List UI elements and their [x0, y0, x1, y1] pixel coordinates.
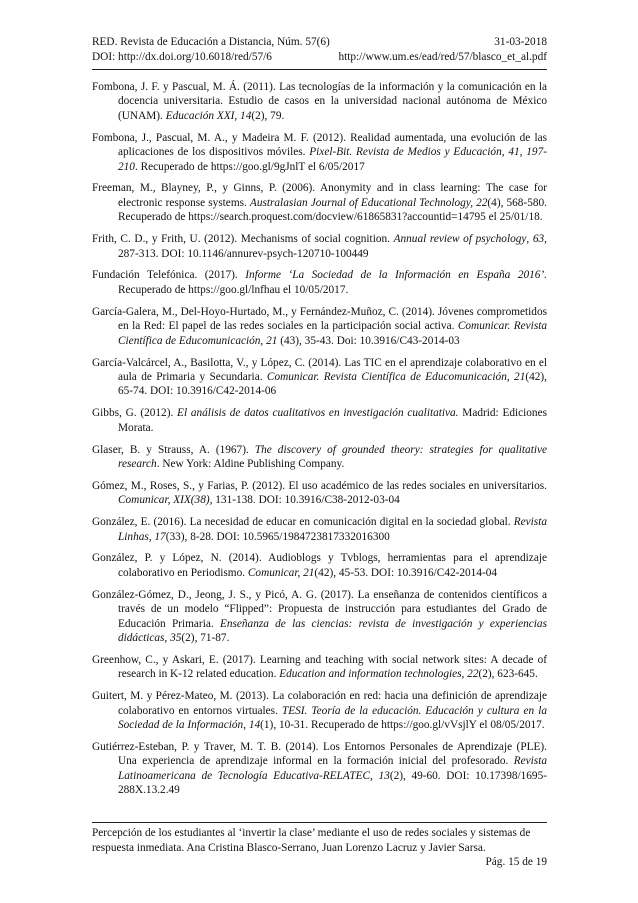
reference-text-part: Frith, C. D., y Frith, U. (2012). Mechanisms of social cognition. [92, 233, 394, 246]
reference-entry [92, 479, 547, 508]
reference-italic-part: El análisis de datos cualitativos en investigación cualitativa. [177, 407, 459, 420]
reference-entry [92, 181, 547, 224]
reference-entry [92, 653, 547, 682]
reference-text-part: Fombona, J., Pascual, M. A., y Madeira M. F. (2012). Realidad aumentada, una evolución de las aplicaciones de los dispositivos móviles. [92, 131, 547, 159]
article-url: http://www.um.es/ead/red/57/blasco_et_al.pdf [338, 51, 547, 63]
reference-entry [92, 406, 547, 435]
reference-entry [92, 305, 547, 348]
header-row-2 [92, 50, 547, 65]
reference-entry [92, 131, 547, 174]
reference-text-part: García-Valcárcel, A., Basilotta, V., y López, C. (2014). Las TIC en el aprendizaje colaborativo en el aula de Primaria y Secundaria. [92, 356, 547, 383]
page-number: Pág. 15 de 19 [485, 856, 547, 869]
reference-text-part: González, P. y López, N. (2014). Audioblogs y Tvblogs, herramientas para el aprendizaje colaborativo en Periodismo. [92, 552, 547, 579]
journal-title: RED. Revista de Educación a Distancia, Núm. 57(6) [92, 36, 330, 48]
reference-text-part: González, E. (2016). La necesidad de educar en comunicación digital en la sociedad global. [92, 516, 514, 529]
reference-text-part: (43), 35-43. Doi: 10.3916/C43-2014-03 [277, 334, 460, 347]
reference-italic-part: The discovery of grounded theory: strategies for qualitative research [118, 443, 548, 470]
header-row-1 [92, 35, 547, 50]
reference-text-part: González-Gómez, D., Jeong, J. S., y Picó, A. G. (2017). La enseñanza de contenidos científicos a través de un modelo “Flipped”: Propuesta de instrucción para estudiantes del Grado de Educación Primaria. [92, 588, 547, 630]
reference-entry [92, 80, 547, 123]
reference-italic-part: 14 [248, 719, 261, 732]
footer-citation: Percepción de los estudiantes al ‘invertir la clase’ mediante el uso de redes sociales y sistemas de respuesta inmediata. Ana Cristina Blasco-Serrano, Juan Lorenzo Lacruz y Javier Sarsa. [92, 827, 531, 854]
reference-text-part: (4), 568-580. Recuperado de https://search.proquest.com/docview/61865831?accountid=14795 el 25/01/18. [118, 196, 547, 224]
reference-italic-part: Pixel-Bit. Revista de Medios y Educación, 41, 197-210 [118, 146, 547, 173]
reference-text-part: (42), 65-74. DOI: 10.3916/C42-2014-06 [118, 370, 547, 398]
reference-italic-part: TESI. Teoría de la educación. Educación y cultura en la Sociedad de la Información [118, 704, 547, 732]
page-footer [92, 826, 547, 870]
reference-text-part: Recuperado de https://goo.gl/lnfhau el 10/05/2017. [118, 283, 349, 296]
reference-text-part: Gibbs, G. (2012). [92, 407, 178, 420]
reference-entry [92, 268, 547, 297]
reference-text-part: (2), 79. [251, 109, 285, 122]
reference-entry [92, 356, 547, 399]
header-divider [92, 69, 547, 70]
reference-text-part: . Recuperado de https://goo.gl/9gJnlT el 6/05/2017 [134, 160, 365, 173]
footer-divider [92, 822, 547, 823]
reference-italic-part: Comunicar. Revista Científica de Educomunicación, 21 [266, 370, 526, 383]
reference-entry [92, 588, 547, 646]
reference-italic-part: Comunicar, 21 [247, 566, 315, 579]
reference-italic-part: 13 [378, 769, 390, 782]
reference-text-part: , [243, 719, 249, 732]
reference-text-part: Guitert, M. y Pérez-Mateo, M. (2013). La colaboración en red: hacia una definición de aprendizaje colaborativo en entornos virtuales. [92, 690, 547, 717]
reference-text-part: (42), 45-53. DOI: 10.3916/C42-2014-04 [314, 566, 498, 579]
reference-italic-part: Revista Linhas, 17 [118, 516, 547, 543]
reference-text-part: García-Galera, M., Del-Hoyo-Hurtado, M., y Fernández-Muñoz, C. (2014). Jóvenes comprometidos en la Red: El papel de las redes sociales en la participación social activa. [92, 305, 547, 333]
reference-italic-part: 63 [532, 233, 545, 246]
reference-italic-part: Comunicar. Revista Científica de Educomunicación, 21 [118, 320, 547, 347]
reference-italic-part: Education and information technologies, 22 [279, 668, 479, 681]
reference-italic-part: Educación XXI, 14 [165, 109, 252, 122]
reference-entry [92, 515, 547, 544]
reference-text-part: Freeman, M., Blayney, P., y Ginns, P. (2006). Anonymity and in class learning: The case for electronic response systems. [92, 182, 547, 209]
reference-list [92, 80, 547, 805]
reference-text-part: , [370, 769, 379, 782]
reference-entry [92, 443, 547, 472]
reference-text-part: . New York: Aldine Publishing Company. [156, 457, 345, 470]
reference-italic-part: Annual review of psychology [393, 233, 527, 246]
reference-text-part: (33), 8-28. DOI: 10.5965/1984723817332016300 [165, 530, 390, 543]
reference-text-part: Greenhow, C., y Askari, E. (2017). Learning and teaching with social network sites: A decade of research in K-12 related education. [92, 653, 547, 681]
reference-italic-part: Enseñanza de las ciencias: revista de investigación y experiencias didácticas, 35 [118, 617, 547, 644]
reference-italic-part: Australasian Journal of Educational Technology, 22 [249, 196, 488, 209]
reference-italic-part: Informe ‘La Sociedad de la Información en España 2016’. [245, 269, 547, 282]
reference-text-part: (2), 49-60. DOI: 10.17398/1695-288X.13.2.49 [118, 769, 547, 797]
reference-text-part: , 287-313. DOI: 10.1146/annurev-psych-120710-100449 [118, 233, 547, 260]
reference-entry [92, 740, 547, 798]
reference-text-part: (2), 71-87. [181, 632, 230, 644]
running-header [92, 35, 547, 65]
reference-entry [92, 232, 547, 261]
reference-text-part: Madrid: Ediciones Morata. [118, 407, 547, 434]
reference-text-part: (2), 623-645. [478, 668, 538, 681]
reference-text-part: Gutiérrez-Esteban, P. y Traver, M. T. B. (2014). Los Entornos Personales de Aprendizaje (PLE). Una experiencia de aprendizaje informal en la formación inicial del profesorado. [92, 740, 547, 768]
issue-date: 31-03-2018 [494, 36, 547, 48]
reference-italic-part: Revista Latinoamericana de Tecnología Educativa-RELATEC [118, 755, 547, 782]
reference-text-part: , 131-138. DOI: 10.3916/C38-2012-03-04 [209, 494, 400, 507]
reference-italic-part: Comunicar, XIX(38) [118, 494, 210, 507]
reference-text-part: Gómez, M., Roses, S., y Farias, P. (2012). El uso académico de las redes sociales en universitarios. [92, 479, 547, 492]
reference-text-part: Fombona, J. F. y Pascual, M. Á. (2011). Las tecnologías de la información y la comunicación en la docencia universitaria. Estudio de casos en la universidad nacional autónoma de México (UNAM). [92, 81, 547, 122]
reference-text-part: (1), 10-31. Recuperado de https://goo.gl/vVsjlY el 08/05/2017. [260, 719, 545, 732]
article-doi: DOI: http://dx.doi.org/10.6018/red/57/6 [92, 51, 272, 63]
reference-text-part: Glaser, B. y Strauss, A. (1967). [92, 443, 255, 456]
reference-text-part: Fundación Telefónica. (2017). [92, 269, 246, 282]
reference-entry [92, 689, 547, 732]
reference-text-part: , [526, 233, 533, 246]
reference-entry [92, 551, 547, 580]
